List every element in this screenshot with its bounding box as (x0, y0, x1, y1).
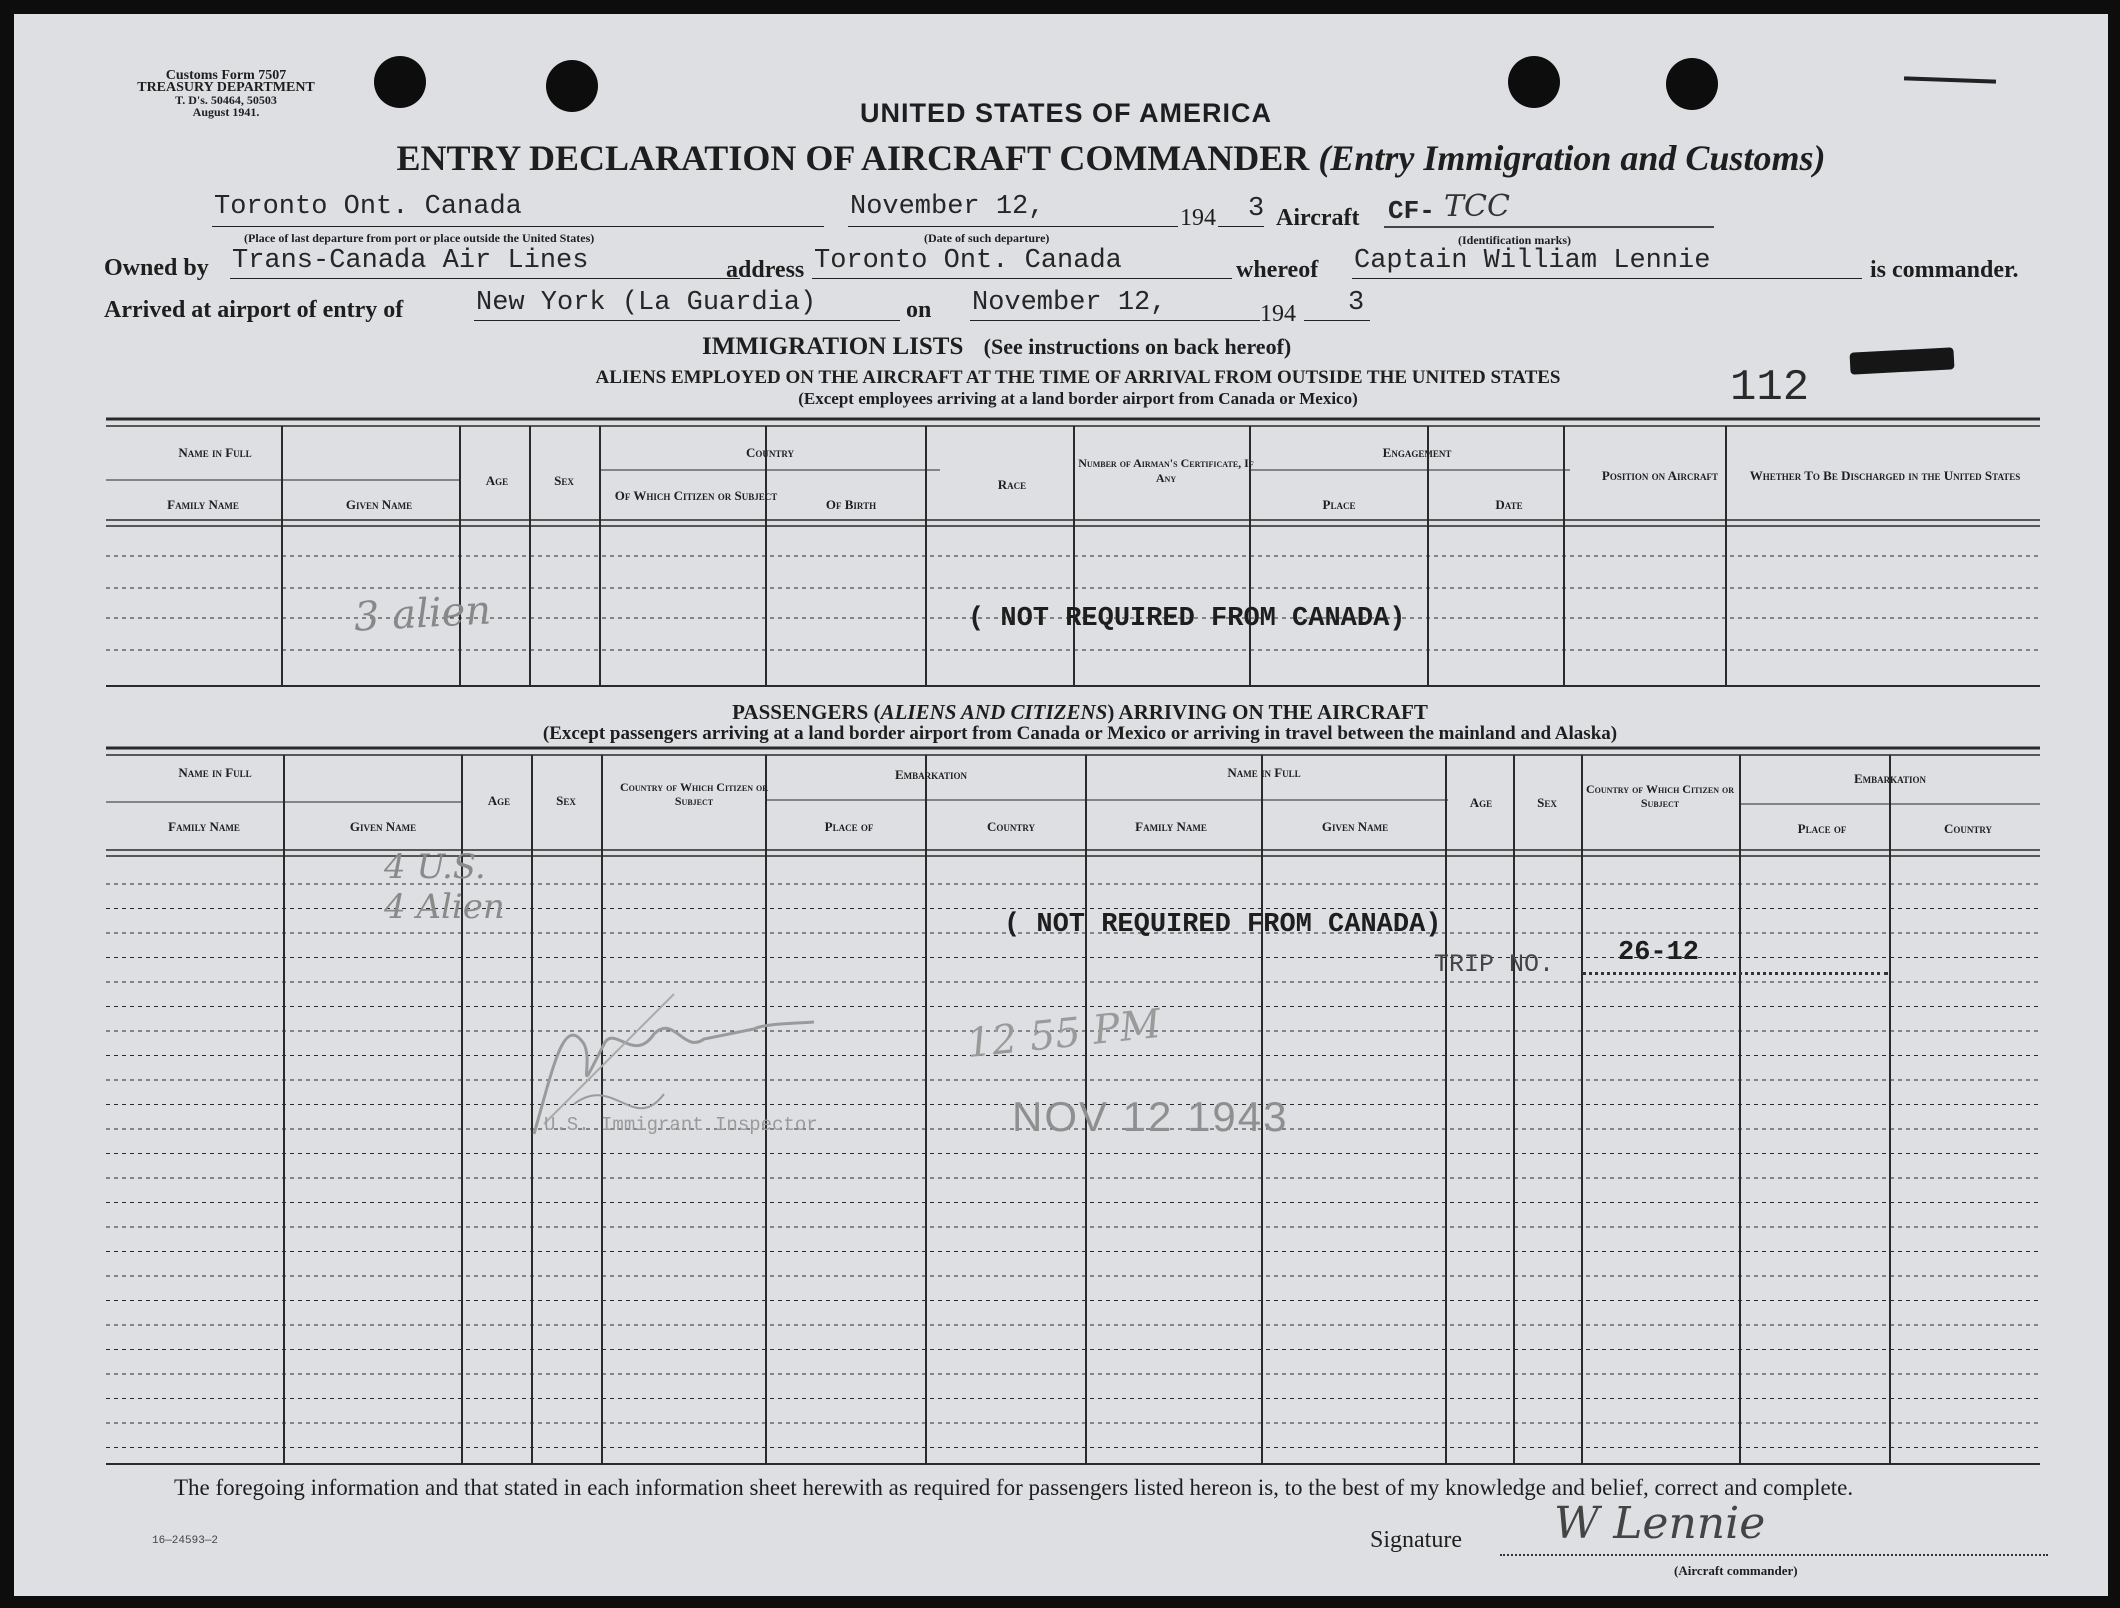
col-embarkation: Embarkation (894, 767, 967, 782)
aliens-note: (Except employees arriving at a land border airport from Canada or Mexico) (798, 389, 1358, 408)
passengers-heading-a: PASSENGERS ( (732, 700, 881, 724)
signature-line (1500, 1554, 2048, 1556)
whereof-label: whereof (1236, 257, 1319, 283)
form-title-main: ENTRY DECLARATION OF AIRCRAFT COMMANDER (396, 138, 1310, 178)
aircraft-marks-caption: (Identification marks) (1458, 233, 1571, 247)
year-prefix: 194 (1260, 301, 1296, 327)
col-citizen-country: Country of Which Citizen or Subject (620, 780, 768, 808)
form-number: Customs Form 7507 (165, 68, 287, 83)
col-family-name: Family Name (168, 819, 240, 834)
inspector-time: 12 55 PM (964, 1000, 1163, 1068)
immigration-heading-note: (See instructions on back hereof) (983, 334, 1292, 359)
form-date: August 1941. (192, 105, 260, 119)
arrival-airport-value: New York (La Guardia) (476, 288, 817, 318)
col-position: Position on Aircraft (1601, 468, 1719, 483)
passengers-not-required: ( NOT REQUIRED FROM CANADA) (1004, 910, 1442, 940)
col-airman-cert: Number of Airman's Certificate, If Any (1078, 456, 1254, 485)
is-commander-label: is commander. (1870, 257, 2019, 283)
form-title-sub: (Entry Immigration and Customs) (1318, 138, 1826, 178)
col-place-of: Place of (1797, 821, 1847, 836)
col-country: Country (986, 819, 1036, 834)
immigration-heading-title: IMMIGRATION LISTS (702, 333, 964, 360)
col-engagement: Engagement (1382, 445, 1452, 460)
on-label: on (906, 297, 932, 323)
col-age: Age (485, 473, 509, 488)
inspector-title: U.S. Immigrant Inspector (544, 1114, 818, 1136)
col-given-name: Given Name (1321, 819, 1389, 834)
commander-value: Captain William Lennie (1354, 246, 1711, 276)
passengers-table-grid (14, 14, 2108, 1514)
departure-date-caption: (Date of such departure) (924, 231, 1050, 245)
col-family-name: Family Name (1135, 819, 1207, 834)
col-of-birth: Of Birth (825, 497, 877, 512)
handwritten-alien-count: 4 Alien (384, 887, 505, 927)
col-country: Country (1943, 821, 1993, 836)
departure-place-caption: (Place of last departure from port or place outside the United States) (244, 231, 595, 245)
signature-caption: (Aircraft commander) (1674, 1563, 1798, 1578)
col-sex: Sex (556, 793, 576, 808)
aircraft-label: Aircraft (1276, 205, 1360, 231)
col-given-name: Given Name (345, 497, 413, 512)
passengers-heading-b: ) ARRIVING ON THE AIRCRAFT (1107, 700, 1428, 724)
form-sheet (14, 14, 2108, 1596)
departure-date-value: November 12, (850, 192, 1045, 222)
year-prefix: 194 (1180, 205, 1216, 231)
trip-number: 26-12 (1618, 938, 1700, 968)
form-td-numbers: T. D's. 50464, 50503 (175, 93, 277, 107)
arrival-date-value: November 12, (972, 288, 1167, 318)
inspector-signature (514, 984, 934, 1164)
col-name-in-full: Name in Full (178, 765, 252, 780)
aircraft-marks-handwritten: TCC (1444, 189, 1510, 224)
page-number: 112 (1730, 363, 1810, 413)
col-sex: Sex (554, 473, 574, 488)
col-family-name: Family Name (167, 497, 239, 512)
col-given-name: Given Name (349, 819, 417, 834)
country-heading: UNITED STATES OF AMERICA (860, 98, 1272, 128)
trip-underline (1582, 972, 1888, 975)
form-department: TREASURY DEPARTMENT (137, 80, 315, 95)
signature-label: Signature (1370, 1527, 1462, 1553)
col-place-of: Place of (824, 819, 874, 834)
departure-place-value: Toronto Ont. Canada (214, 192, 522, 222)
arrival-date-stamp: NOV 12 1943 (1012, 1093, 1289, 1140)
print-code: 16—24593—2 (152, 1535, 219, 1547)
trip-label: TRIP NO. (1434, 950, 1555, 979)
col-citizen-country: Country of Which Citizen or Subject (1586, 782, 1734, 810)
address-label: address (726, 257, 805, 283)
col-name-in-full: Name in Full (1227, 765, 1301, 780)
col-age: Age (487, 793, 511, 808)
passengers-heading-italic: ALIENS AND CITIZENS (880, 700, 1108, 724)
col-place: Place (1322, 497, 1356, 512)
handwritten-us-count: 4 U.S. (384, 847, 486, 887)
arrived-label: Arrived at airport of entry of (104, 297, 404, 323)
certification-text: The foregoing information and that stated in each information sheet herewith as required for passengers listed hereon is, to the best of my knowledge and belief, correct and complete. (174, 1475, 1854, 1500)
col-citizen-of: Of Which Citizen or Subject (614, 488, 778, 503)
col-embarkation: Embarkation (1853, 771, 1926, 786)
owner-address-value: Toronto Ont. Canada (814, 246, 1122, 276)
aircraft-marks-value: CF- (1388, 196, 1435, 226)
col-date: Date (1495, 497, 1523, 512)
aliens-not-required: ( NOT REQUIRED FROM CANADA) (968, 604, 1406, 634)
col-discharged: Whether To Be Discharged in the United States (1749, 468, 2021, 483)
col-race: Race (997, 477, 1027, 492)
departure-year-value: 3 (1248, 194, 1265, 224)
aliens-heading: ALIENS EMPLOYED ON THE AIRCRAFT AT THE TIME OF ARRIVAL FROM OUTSIDE THE UNITED STATES (595, 367, 1561, 388)
col-sex: Sex (1537, 795, 1557, 810)
passengers-note: (Except passengers arriving at a land border airport from Canada or Mexico or arriving in travel between the mainland and Alaska) (542, 723, 1618, 744)
col-age: Age (1469, 795, 1493, 810)
col-name-in-full: Name in Full (178, 445, 252, 460)
commander-signature: W Lennie (1554, 1498, 1766, 1549)
owned-by-label: Owned by (104, 255, 209, 281)
arrival-year-value: 3 (1348, 288, 1365, 318)
col-country: Country (745, 445, 795, 460)
handwritten-alien-count: 3 alien (352, 587, 493, 641)
owner-value: Trans-Canada Air Lines (232, 246, 589, 276)
